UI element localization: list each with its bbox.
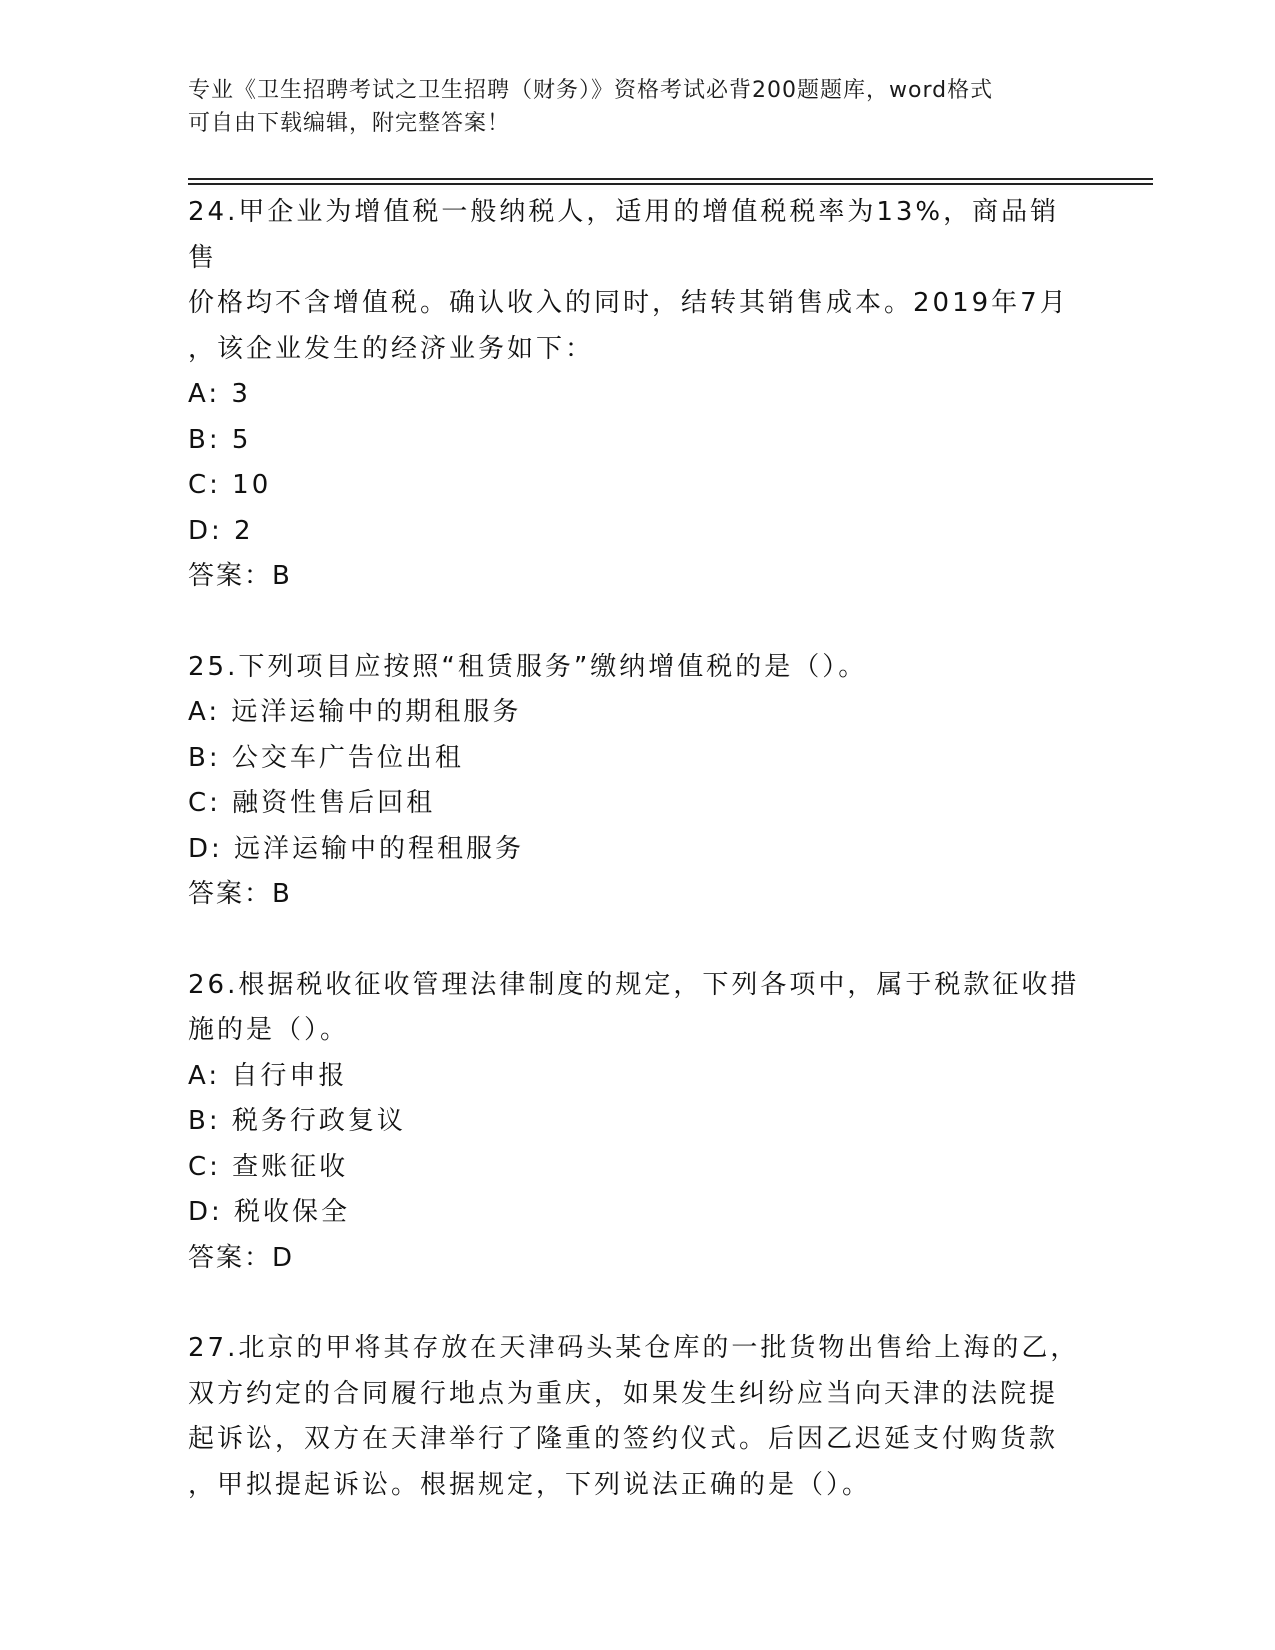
- option-b: B: 公交车广告位出租: [188, 742, 464, 773]
- question-stem-line: 26.根据税收征收管理法律制度的规定，下列各项中，属于税款征收措: [188, 969, 1080, 1000]
- question-24: [188, 190, 1088, 600]
- header-divider-bottom: [188, 183, 1153, 185]
- question-stem-line: ，该企业发生的经济业务如下：: [188, 333, 595, 364]
- question-stem-line: 24.甲企业为增值税一般纳税人，适用的增值税税率为13%，商品销售: [188, 197, 1060, 273]
- header-divider-top: [188, 178, 1153, 180]
- answer-line: 答案：B: [188, 879, 292, 909]
- option-d: D: 远洋运输中的程租服务: [188, 833, 525, 864]
- question-stem-line: 25.下列项目应按照“租赁服务”缴纳增值税的是（）。: [188, 651, 868, 682]
- option-c: C: 10: [188, 470, 272, 500]
- option-a: A: 自行申报: [188, 1060, 348, 1091]
- answer-line: 答案：B: [188, 561, 292, 591]
- option-d: D: 2: [188, 515, 254, 546]
- option-b: B: 税务行政复议: [188, 1106, 406, 1136]
- question-stem-line: ，甲拟提起诉讼。根据规定，下列说法正确的是（）。: [188, 1469, 872, 1500]
- option-a: A: 3: [188, 379, 251, 409]
- option-a: A: 远洋运输中的期租服务: [188, 697, 522, 727]
- question-stem-line: 价格均不含增值税。确认收入的同时，结转其销售成本。2019年7月: [188, 288, 1069, 318]
- question-spacer: [188, 600, 1088, 645]
- question-list: [188, 190, 1088, 1508]
- question-26: [188, 963, 1088, 1282]
- option-b: B: 5: [188, 424, 252, 455]
- header-line-1: 专业《卫生招聘考试之卫生招聘（财务）》资格考试必背200题题库，word格式: [188, 78, 994, 103]
- header-line-2: 可自由下载编辑，附完整答案！: [188, 111, 511, 136]
- question-27: [188, 1326, 1088, 1508]
- question-stem-line: 施的是（）。: [188, 1015, 350, 1045]
- question-spacer: [188, 1281, 1088, 1326]
- answer-line: 答案：D: [188, 1242, 295, 1273]
- question-spacer: [188, 918, 1088, 963]
- document-header: [188, 74, 1068, 140]
- question-25: [188, 645, 1088, 918]
- question-stem-line: 起诉讼，双方在天津举行了隆重的签约仪式。后因乙迟延支付购货款: [188, 1424, 1059, 1454]
- question-stem-line: 27.北京的甲将其存放在天津码头某仓库的一批货物出售给上海的乙，: [188, 1333, 1080, 1363]
- option-d: D: 税收保全: [188, 1197, 351, 1227]
- question-stem-line: 双方约定的合同履行地点为重庆，如果发生纠纷应当向天津的法院提: [188, 1378, 1059, 1409]
- option-c: C: 融资性售后回租: [188, 788, 436, 818]
- option-c: C: 查账征收: [188, 1151, 349, 1182]
